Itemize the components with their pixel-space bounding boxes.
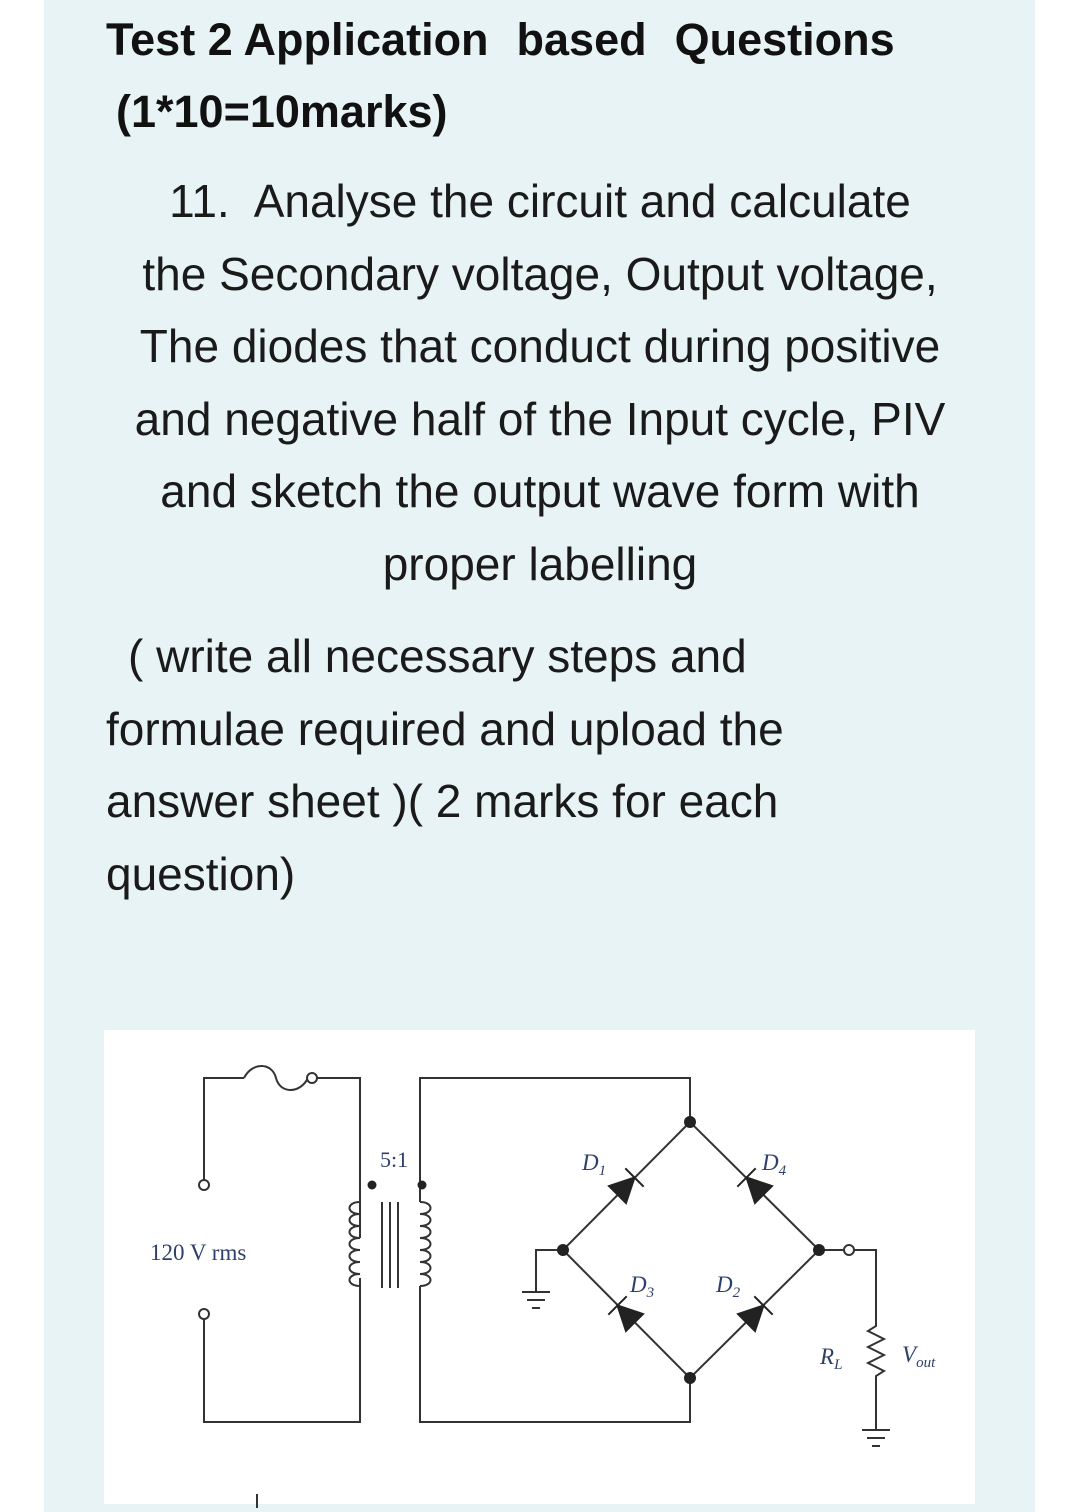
- d2-label: $D_2$: [716, 1272, 741, 1301]
- bridge-node-left: [557, 1244, 569, 1256]
- input-terminal-top: [199, 1180, 209, 1190]
- bridge-node-bottom: [684, 1372, 696, 1384]
- secondary-bottom-wire: [420, 1286, 690, 1422]
- primary-right-wire: [316, 1078, 360, 1238]
- question-text: [100, 165, 980, 600]
- d1-label: $D_1$: [582, 1150, 607, 1179]
- output-terminal: [844, 1245, 854, 1255]
- page-mark: [256, 1494, 258, 1508]
- heading-part-1: Test 2 Application: [106, 14, 489, 65]
- heading-part-3: Questions: [674, 14, 895, 65]
- secondary-top-wire: [420, 1078, 690, 1202]
- question-line: [100, 165, 980, 238]
- secondary-polarity-dot: [418, 1181, 427, 1190]
- heading-part-2: based: [516, 14, 647, 65]
- instruction-line-1: ( write all necessary steps and: [128, 630, 747, 682]
- ground-right: [862, 1430, 890, 1446]
- question-line-2: the Secondary voltage, Output voltage,: [142, 247, 938, 300]
- vout-label: $V_{out}$: [902, 1342, 936, 1371]
- ac-source-symbol: [244, 1066, 308, 1090]
- d3-label: $D_3$: [630, 1272, 655, 1301]
- bridge-wiring: [563, 1122, 819, 1378]
- load-label: $R_L$: [820, 1344, 843, 1373]
- source-label: 120 V rms: [150, 1240, 247, 1265]
- question-line-3: The diodes that conduct during positive: [139, 320, 941, 372]
- transformer-core: [382, 1202, 398, 1288]
- load-resistor: [854, 1250, 884, 1430]
- instruction-line-4: question): [106, 847, 296, 900]
- input-terminal-bottom: [199, 1309, 209, 1319]
- d4-label: $D_4$: [762, 1150, 787, 1179]
- secondary-coil: [420, 1202, 431, 1286]
- circuit-diagram: [104, 1030, 975, 1504]
- primary-top-wire: [204, 1078, 244, 1180]
- source-terminal-top-right: [307, 1073, 317, 1083]
- primary-coil: [350, 1202, 361, 1286]
- bridge-node-top: [684, 1116, 696, 1128]
- ground-left: [522, 1250, 563, 1308]
- instruction-line-3: answer sheet )( 2 marks for each: [106, 775, 779, 827]
- heading-marks: (1*10=10marks): [116, 86, 448, 137]
- test-heading: [106, 4, 966, 148]
- question-number: 11.: [169, 175, 230, 227]
- bridge-rectifier-figure: [104, 1030, 975, 1504]
- instruction-line-2: formulae required and upload the: [106, 702, 784, 755]
- primary-bottom-wire: [204, 1278, 360, 1422]
- question-line-1: Analyse the circuit and calculate: [253, 175, 911, 227]
- question-line-4: and negative half of the Input cycle, PIV: [134, 392, 946, 445]
- instruction-text: [106, 620, 866, 910]
- question-line-5: and sketch the output wave form with: [160, 465, 920, 517]
- primary-polarity-dot: [368, 1181, 377, 1190]
- turns-ratio-label: 5:1: [380, 1147, 409, 1172]
- question-line-6: proper labelling: [382, 537, 698, 590]
- bridge-node-right: [813, 1244, 825, 1256]
